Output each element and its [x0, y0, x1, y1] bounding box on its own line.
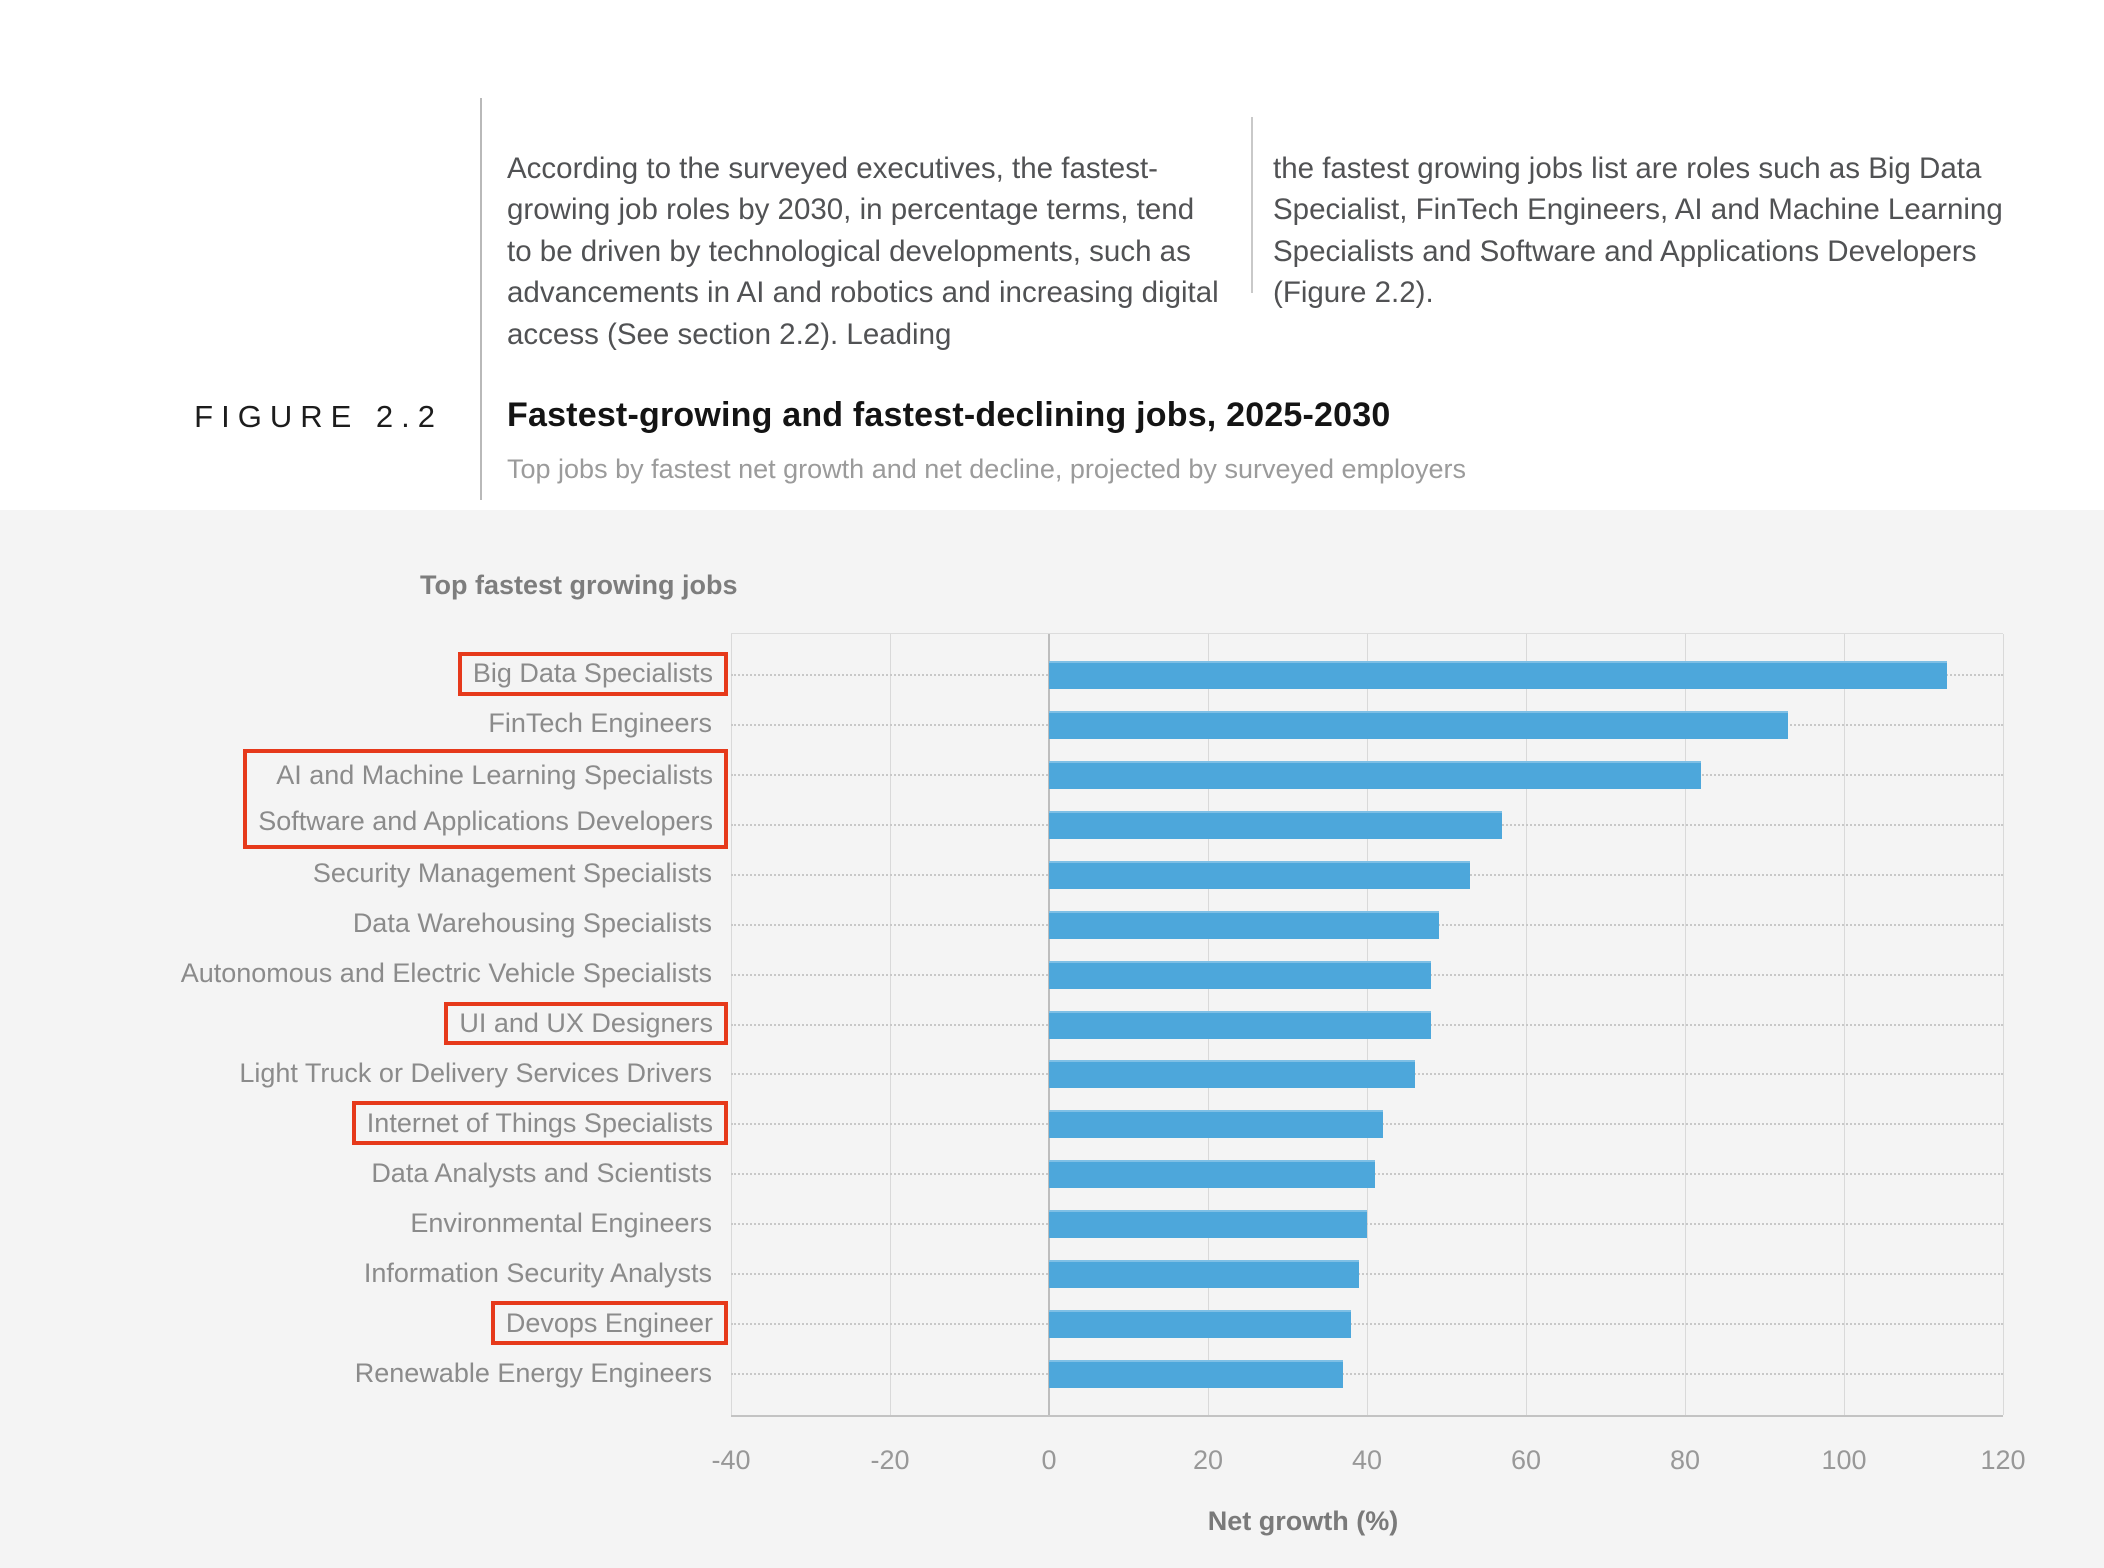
growth-bar — [1049, 1310, 1351, 1338]
label-row — [356, 1105, 724, 1141]
dotted-leader-line — [731, 1373, 2003, 1375]
job-label: Internet of Things Specialists — [366, 1107, 713, 1138]
x-axis-tick-labels — [0, 1445, 2104, 1485]
x-tick-label: 0 — [1041, 1445, 1057, 1475]
job-label: Data Analysts and Scientists — [371, 1157, 712, 1188]
label-row — [462, 656, 724, 692]
job-label: Big Data Specialists — [472, 658, 713, 689]
label-row — [247, 753, 724, 799]
label-row — [0, 699, 712, 749]
x-tick-label: 120 — [1980, 1445, 2026, 1475]
growth-bar — [1049, 761, 1701, 789]
growth-bar — [1049, 861, 1470, 889]
intro-paragraph-right: the fastest growing jobs list are roles such as Big Data Specialist, FinTech Engineers, AI and Machine Learning Specialists and Software and Applications Developers (Figure 2.2). — [1273, 151, 2003, 309]
chart-section — [0, 510, 2104, 1568]
x-tick-label: 20 — [1192, 1445, 1224, 1475]
growth-bar — [1049, 711, 1788, 739]
growth-bar — [1049, 1110, 1383, 1138]
label-row — [0, 1348, 712, 1398]
figure-title: Fastest-growing and fastest-declining jobs, 2025-2030 — [507, 396, 1391, 434]
bar-chart-plot-area — [731, 633, 2003, 1417]
x-tick-label: 40 — [1351, 1445, 1383, 1475]
label-row — [448, 1006, 724, 1042]
figure-number: FIGURE 2.2 — [194, 399, 443, 434]
x-tick-label: 100 — [1821, 1445, 1867, 1475]
job-label: Light Truck or Delivery Services Drivers — [239, 1057, 712, 1088]
job-label: Devops Engineer — [505, 1307, 713, 1338]
red-highlight-box — [458, 652, 728, 696]
red-highlight-box — [243, 749, 728, 849]
growth-bar — [1049, 1011, 1431, 1039]
growth-bar — [1049, 811, 1502, 839]
job-label: Renewable Energy Engineers — [354, 1357, 712, 1388]
label-row — [0, 849, 712, 899]
job-label: AI and Machine Learning Specialists — [276, 760, 713, 791]
label-row — [0, 1248, 712, 1298]
job-label: UI and UX Designers — [459, 1007, 713, 1038]
label-row — [0, 1048, 712, 1098]
x-axis-title: Net growth (%) — [1207, 1506, 1399, 1536]
red-highlight-box — [491, 1301, 728, 1345]
job-label: Data Warehousing Specialists — [352, 908, 712, 939]
figure-divider-line — [480, 98, 482, 500]
gridline — [2003, 634, 2004, 1415]
intro-paragraph-left: According to the surveyed executives, the fastest-growing job roles by 2030, in percentage terms, tend to be driven by technological developments, such as advancements in AI and robotics and increasing digital access (See section 2.2). Leading — [507, 151, 1219, 351]
growth-bar — [1049, 911, 1439, 939]
growth-bar — [1049, 961, 1431, 989]
column-divider-line — [1251, 117, 1253, 293]
red-highlight-box — [444, 1002, 728, 1046]
job-label: Information Security Analysts — [363, 1257, 712, 1288]
x-tick-label: 60 — [1510, 1445, 1542, 1475]
figure-subtitle: Top jobs by fastest net growth and net decline, projected by surveyed employers — [507, 454, 1467, 484]
job-label: Software and Applications Developers — [258, 806, 713, 837]
job-label: Security Management Specialists — [312, 858, 712, 889]
job-label: FinTech Engineers — [488, 708, 712, 739]
chart-heading: Top fastest growing jobs — [420, 570, 738, 600]
dotted-leader-line — [731, 1323, 2003, 1325]
job-label: Autonomous and Electric Vehicle Specialists — [180, 958, 712, 989]
growth-bar — [1049, 1210, 1367, 1238]
growth-bar — [1049, 661, 1947, 689]
label-row — [0, 1198, 712, 1248]
dotted-leader-line — [731, 1223, 2003, 1225]
category-label-column — [0, 649, 712, 1398]
growth-bar — [1049, 1360, 1343, 1388]
job-label: Environmental Engineers — [410, 1207, 712, 1238]
x-tick-label: -40 — [711, 1445, 751, 1475]
label-row — [0, 949, 712, 999]
red-highlight-box — [352, 1101, 728, 1145]
label-row — [0, 1148, 712, 1198]
label-row — [247, 799, 724, 845]
growth-bar — [1049, 1160, 1375, 1188]
x-tick-label: -20 — [870, 1445, 910, 1475]
growth-bar — [1049, 1260, 1359, 1288]
growth-bar — [1049, 1060, 1415, 1088]
x-tick-label: 80 — [1669, 1445, 1701, 1475]
label-row — [495, 1305, 724, 1341]
label-row — [0, 899, 712, 949]
dotted-leader-line — [731, 1273, 2003, 1275]
